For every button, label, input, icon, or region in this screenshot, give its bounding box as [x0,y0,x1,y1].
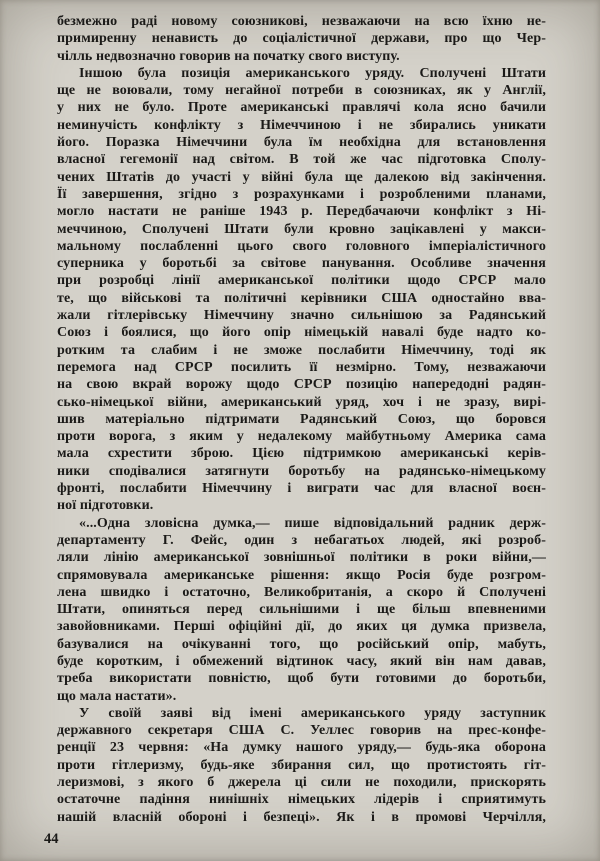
text-line: Її завершення, згідно з розрахунками і розробленими планами, [57,186,546,202]
text-line: перемога над СРСР посилить її незмірно. Тому, незважаючи [57,359,546,375]
text-line: мальному послабленні цього свого головного імперіалістичного [57,238,546,254]
text-line: нашій власній обороні і безпеці». Як і в промові Черчілля, [57,809,546,825]
text-line: Штати, опиняться перед сильнішими і ще більш впевненими [57,602,546,618]
text-line: примиренну ненависть до соціалістичної держави, про що Чер- [57,31,546,47]
text-line: остаточне падіння нинішніх німецьких лідерів і сприятимуть [57,792,546,808]
text-line: завойовниками. Перші офіційні дії, до яких ця думка призвела, [57,619,546,635]
text-line: ної підготовки. [57,498,154,514]
text-line: лена швидко і остаточно, Великобританія, а скоро й Сполучені [57,584,546,600]
text-line: що мала настати». [57,688,177,704]
text-line: на свою вкрай ворожу щодо СРСР позицію напередодні радян- [57,377,546,393]
text-line: спрямовувала американське рішення: якщо Росія буде розгром- [57,567,546,583]
text-line: при розробці лінії американської політики щодо СРСР мало [57,273,546,289]
text-line: леризмові, з якого б джерела ці сили не походили, прискорять [57,775,546,791]
text-line: могло настати не раніше 1943 р. Передбачаючи конфлікт з Ні- [57,204,546,220]
text-line: треба використати повністю, щоб бути готовими до боротьби, [57,671,546,687]
text-line: базувалися на очікуванні того, що російський опір, мабуть, [57,636,546,652]
page-number: 44 [44,831,59,847]
text-line: суперника у боротьбі за світове панування. Особливе значення [57,256,546,272]
text-line: у них не було. Проте американські правлячі кола ясно бачили [57,100,546,116]
text-line: неминучість конфлікту з Німеччиною і не збирались уникати [57,117,546,133]
text-line: Іншою була позиція американського уряду. Сполучені Штати [79,65,546,81]
text-line: те, що військові та політичні керівники США одностайно вва- [57,290,546,306]
text-line: фронті, послабити Німеччину і виграти час для власної воєн- [57,481,546,497]
text-line: жали гітлерівську Німеччину значно сильнішою за Радянський [57,308,546,324]
text-line: проти гітлеризму, будь-яке збирання сил, що протистоять гіт- [57,757,546,773]
text-line: У своїй заяві від імені американського уряду заступник [79,705,546,721]
text-line: чілль недвозначно говорив на початку свого виступу. [57,48,400,64]
text-line: безмежно раді новому союзникові, незважаючи на всю їхню не- [57,14,546,29]
text-line: його. Поразка Німеччини була їм необхідна для встановлення [57,135,546,151]
text-line: сько-німецької війни, американський уряд, хоч і не зразу, вирі- [57,394,546,410]
text-line: проти ворога, з яким у недалекому майбутньому Америка сама [57,429,546,445]
text-line: «...Одна зловісна думка,— пише відповідальний радник держ- [79,515,546,531]
text-line: ники сподівалися затягнути боротьбу на радянсько-німецькому [57,463,546,479]
text-line: власної гегемонії над світом. В той же час підготовка Сполу- [57,152,546,168]
text-line: меччиною, Сполучені Штати були кровно зацікавлені у макси- [57,221,546,237]
text-line: чених Штатів до участі у війні була ще далекою від закінчення. [57,169,546,185]
text-line: шив матеріально підтримати Радянський Союз, що боровся [57,411,546,427]
page-text [57,13,546,826]
text-line: ляли лінію американської зовнішньої політики в роки війни,— [57,550,546,566]
text-line: ренції 23 червня: «На думку нашого уряду,— будь-яка оборона [57,740,546,756]
text-line: ротким та слабим і не зможе послабити Німеччину, тоді як [57,342,546,358]
text-line: департаменту Г. Фейс, один з небагатьох людей, які розроб- [57,532,546,548]
text-line: ще не воювали, тому негайної потреби в союзниках, як у Англії, [57,83,546,99]
text-line: буде коротким, і обмежений відтинок часу, який він нам давав, [57,653,546,669]
text-line: мала схрестити зброю. Цією підтримкою американські керів- [57,446,546,462]
text-line: державного секретаря США С. Уеллес говорив на прес-конфе- [57,723,546,739]
text-line: Союз і боялися, що його опір німецькій навалі буде надто ко- [57,325,546,341]
